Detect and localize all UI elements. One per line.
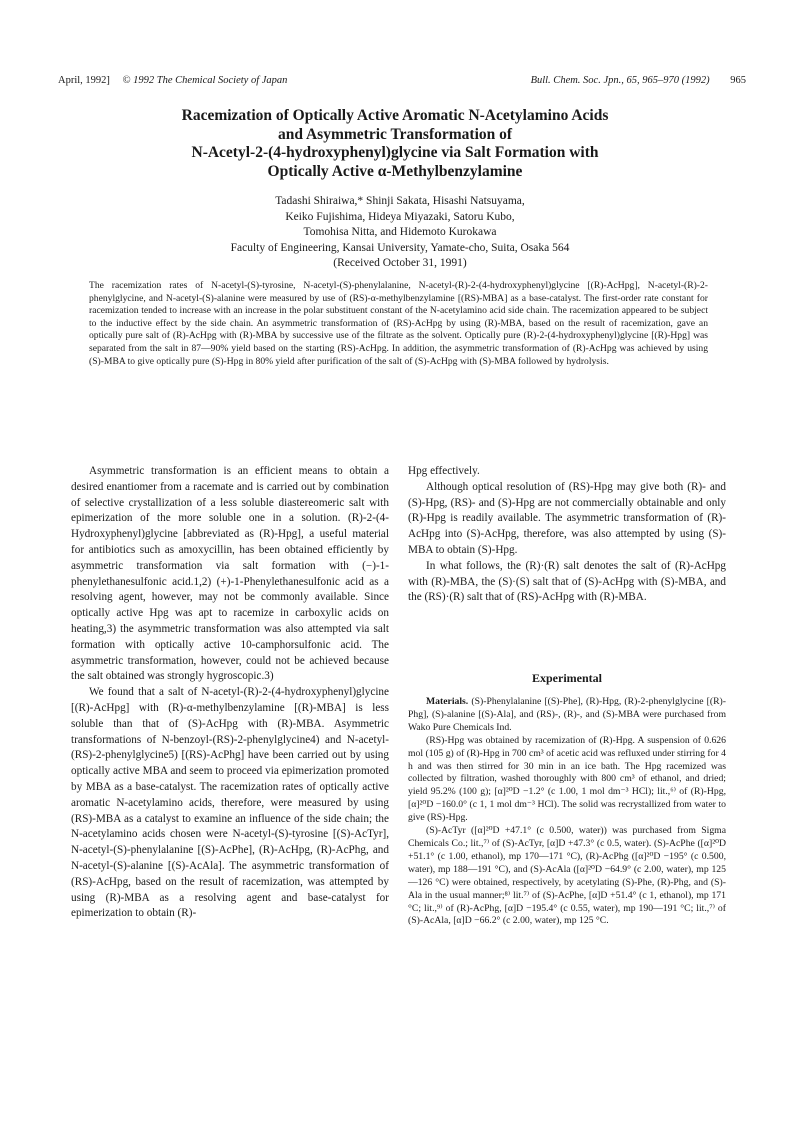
section-heading: Experimental xyxy=(532,671,602,685)
experimental-section xyxy=(408,696,726,928)
title-line: Optically Active α-Methylbenzylamine xyxy=(267,162,523,180)
issue-date: April, 1992] xyxy=(58,75,110,86)
paragraph-text: (S)-Phenylalanine [(S)-Phe], (R)-Hpg, (R)-2-phenylglycine [(R)-Phg], (S)-alanine [(S)-Ala], and (RS)-, (R)-, and (S)-MBA were purchased from Wako Pure Chemicals Ind. xyxy=(408,696,727,733)
article-title xyxy=(70,107,720,181)
header-right xyxy=(531,74,746,88)
body-paragraph xyxy=(408,696,726,735)
journal-citation: Bull. Chem. Soc. Jpn., 65, 965–970 (1992) xyxy=(530,75,710,86)
author-block xyxy=(80,194,720,272)
title-line: Racemization of Optically Active Aromatic N-Acetylamino Acids xyxy=(181,107,609,124)
body-paragraph: (RS)-Hpg was obtained by racemization of (R)-Hpg. A suspension of 0.626 mol (105 g) of (R)-Hpg in 700 cm³ of acetic acid was refluxed under stirring for 4 h and was then stirred for 30 min in an ice bath. The Hpg racemized was collected by filtration, washed thoroughly with 800 cm³ of ethanol, and dried; yield 95.2% (100 g); [α]²⁰D −1.2° (c 1.00, 1 mol dm⁻³ HCl); lit.,⁶⁾ of (R)-Hpg, [α]²⁰D −160.0° (c 1, 1 mol dm⁻³ HCl). The solid was recrystallized from water to give (RS)-Hpg. xyxy=(408,734,726,824)
affiliation: Faculty of Engineering, Kansai University, Yamate-cho, Suita, Osaka 564 xyxy=(230,241,570,254)
abstract: The racemization rates of N-acetyl-(S)-tyrosine, N-acetyl-(S)-phenylalanine, N-acetyl-(R)-2-(4-hydroxyphenyl)glycine [(R)-AcHpg], N-acetyl-(R)-2-phenylglycine, and N-acetyl-(S)-alanine were measured by use of (RS)-α-methylbenzylamine [(RS)-MBA] as a base-catalyst. The first-order rate constant for racemization tended to increase with an increase in the polar substituent constant of the N-acetylamino acid side chain. The racemization appeared to be subject to the inductive effect by the side chain. An asymmetric transformation of (RS)-AcHpg by using (R)-MBA, based on the result of racemization, gave an optically pure salt of (R)-AcHpg with (R)-MBA by successive use of the filtrate as the solvent. Optically pure (R)-2-(4-hydroxyphenyl)glycine [(R)-Hpg] was separated from the salt in 87—90% yield based on the starting (RS)-AcHpg. In addition, the asymmetric transformation of (R)-AcHpg was achieved by using (S)-MBA to give optically pure (S)-Hpg in 80% yield after purification of the salt of (S)-AcHpg with (S)-MBA followed by hydrolysis. xyxy=(89,280,708,367)
body-paragraph: We found that a salt of N-acetyl-(R)-2-(4-hydroxyphenyl)glycine [(R)-AcHpg] with (R)-α-methylbenzylamine [(R)-MBA] is less soluble than that of (S)-AcHpg with (R)-MBA. Asymmetric transformations of N-benzoyl-(RS)-2-phenylglycine4) and N-acetyl-(RS)-2-phenylglycine5) [(RS)-AcPhg] have been carried out by using optically active MBA and seem to proceed via epimerization promoted by MBA as a base-catalyst. The racemization rates of optically active aromatic N-acetylamino acids, therefore, were measured by using (RS)-MBA as a catalyst to examine an influence of the side chain; the N-acetylamino acids chosen were N-acetyl-(S)-tyrosine [(S)-AcTyr], N-acetyl-(S)-phenylalanine [(S)-AcPhe], (R)-AcHpg, (R)-AcPhg, and N-acetyl-(S)-alanine [(S)-AcAla]. The asymmetric transformation of (RS)-AcHpg, based on the result of racemization, was attempted by using (R)-MBA as a resolving agent and base-catalyst for epimerization to obtain (R)- xyxy=(71,686,389,920)
copyright-notice: © 1992 The Chemical Society of Japan xyxy=(122,75,288,86)
header-left xyxy=(58,74,287,88)
body-paragraph: Hpg effectively. xyxy=(408,465,480,477)
title-line: and Asymmetric Transformation of xyxy=(277,125,513,143)
right-column-intro xyxy=(408,464,726,606)
left-column xyxy=(71,464,389,922)
subsection-lead: Materials. xyxy=(426,696,469,707)
body-paragraph: (S)-AcTyr ([α]²⁰D +47.1° (c 0.500, water)) was purchased from Sigma Chemicals Co.; lit.,⁷⁾ of (S)-AcTyr, [α]D +47.3° (c 0.5, water). (S)-AcPhe ([α]²⁰D +51.1° (c 1.00, ethanol), mp 170—171 °C), (R)-AcPhg ([α]²⁰D −195° (c 0.500, water), mp 188—191 °C), and (S)-AcAla ([α]²⁰D −64.9° (c 2.00, water), mp 125—126 °C) were obtained, respectively, by acetylating (S)-Phe, (R)-Phg, and (S)-Ala in the usual manner;⁸⁾ lit.⁷⁾ of (S)-AcPhe, [α]D +51.4° (c 1, ethanol), mp 171 °C; lit.,⁹⁾ of (R)-AcPhg, [α]D −195.4° (c 0.55, water), mp 190—191 °C; lit.,⁷⁾ of (S)-AcAla, [α]D −66.2° (c 2.00, water), mp 125 °C. xyxy=(408,825,726,927)
received-date: (Received October 31, 1991) xyxy=(333,257,467,269)
author-line: Keiko Fujishima, Hideya Miyazaki, Satoru Kubo, xyxy=(285,210,515,223)
body-paragraph: Although optical resolution of (RS)-Hpg may give both (R)- and (S)-Hpg, (RS)- and (S)-Hpg are not commercially obtainable and only (R)-Hpg is readily available. The asymmetric transformation of (R)-AcHpg into (S)-AcHpg, therefore, was also attempted by using (S)-MBA to obtain (S)-Hpg. xyxy=(408,480,726,556)
running-header xyxy=(58,74,746,90)
author-line: Tomohisa Nitta, and Hidemoto Kurokawa xyxy=(303,226,497,238)
body-paragraph: Asymmetric transformation is an efficient means to obtain a desired enantiomer from a racemate and is carried out by combination of selective crystallization of a less soluble diastereomeric salt with epimerization of the more soluble one in a solution. (R)-2-(4-Hydroxyphenyl)glycine [abbreviated as (R)-Hpg], a useful material for antibiotics such as amoxycillin, has been obtained efficiently by asymmetric transformation via salt formation with (−)-1-phenylethanesulfonic acid.1,2) (+)-1-Phenylethanesulfonic acid as a resolving agent, however, may not be commonly available. Since optically active Hpg was apt to racemize in carboxylic acids on heating,3) the asymmetric transformation was also attempted via salt formation with optically active 10-camphorsulfonic acid. The asymmetric transformation, however, could not be achieved because the salt obtained was strongly hygroscopic.3) xyxy=(71,465,389,683)
title-line: N-Acetyl-2-(4-hydroxyphenyl)glycine via Salt Formation with xyxy=(191,144,599,161)
author-line: Tadashi Shiraiwa,* Shinji Sakata, Hisashi Natsuyama, xyxy=(275,195,525,207)
page-number: 965 xyxy=(730,75,746,86)
body-paragraph: In what follows, the (R)·(R) salt denotes the salt of (R)-AcHpg with (R)-MBA, the (S)·(S) salt that of (S)-AcHpg with (S)-MBA, and the (RS)·(R) salt that of (RS)-AcHpg with (R)-MBA. xyxy=(408,559,726,604)
